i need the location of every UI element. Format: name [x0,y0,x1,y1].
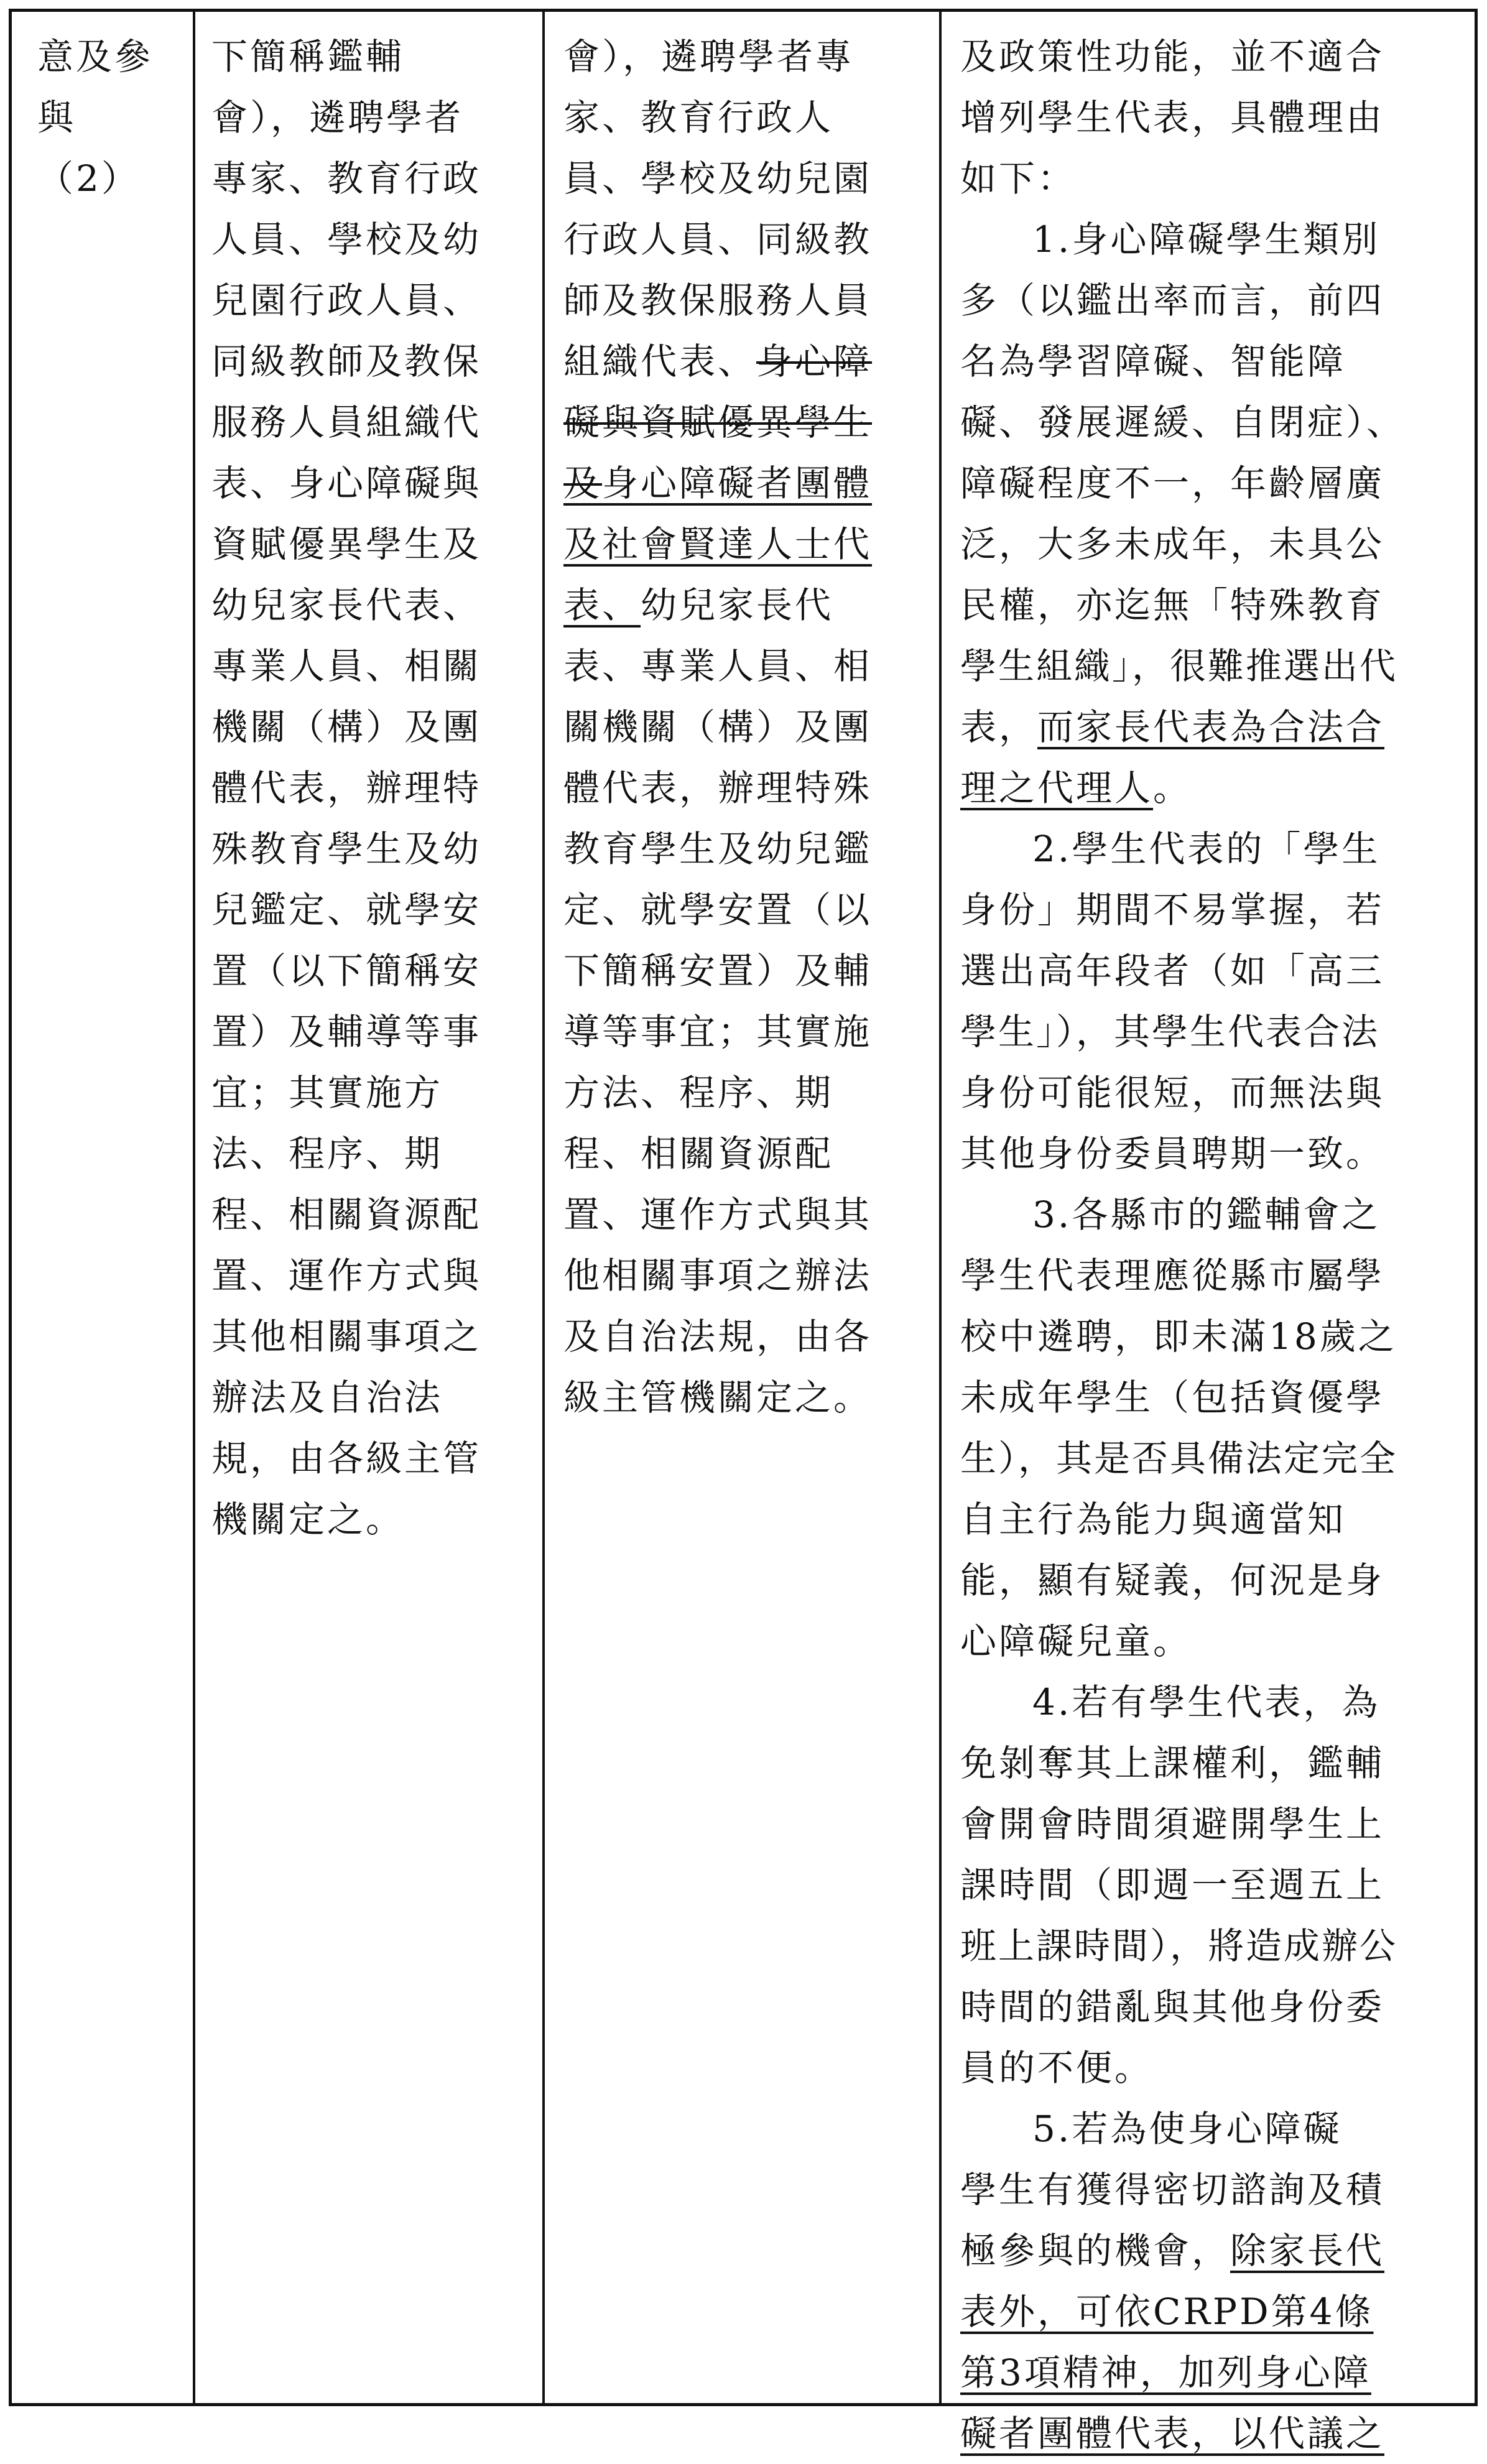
text-line: 2.學生代表的「學生 [1032,828,1381,870]
text-line: 泛，大多未成年，未具公 [960,523,1385,565]
inserted-text: 身心障礙者團體 [602,462,873,504]
text-line: 資賦優異學生及 [211,523,482,565]
text-line: 下簡稱安置）及輔 [563,950,873,992]
text-line: 服務人員組織代 [211,401,482,443]
text-line: 及政策性功能，並不適合 [960,35,1385,78]
text-line [960,697,1405,757]
text-line: 會開會時間須避開學生上 [960,1803,1385,1845]
text-line: 置）及輔導等事 [211,1011,482,1053]
text-line: 校中遴聘，即未滿18歲之 [960,1315,1397,1358]
column-divider-2 [542,9,545,2406]
text-line: 下簡稱鑑輔 [211,35,405,78]
text-line: 員、學校及幼兒園 [563,157,873,200]
text-line: 宜；其實施方 [211,1072,443,1114]
text-line: 關機關（構）及團 [563,706,873,748]
text-line: 幼兒家長代表、 [211,584,482,626]
text-line: 如下： [960,157,1077,200]
text-line: 名為學習障礙、智能障 [960,340,1346,382]
text-line: 級主管機關定之。 [563,1376,873,1419]
text-line: 兒園行政人員、 [211,279,482,322]
column-explanation [960,26,1405,2464]
text-line: 多（以鑑出率而言，前四 [960,279,1385,322]
text-line: 會），遴聘學者 [211,96,464,139]
text-line: 4.若有學生代表，為 [1032,1681,1381,1723]
text-line: 專業人員、相關 [211,645,482,687]
text-line [563,392,872,453]
text-segment: 組織代表、 [563,340,757,382]
inserted-text: 礙者團體代表，以代議之 [960,2412,1385,2455]
text-segment: 表， [960,706,1038,748]
text-line: 民權，亦迄無「特殊教育 [960,584,1385,626]
text-line: 5.若為使身心障礙 [1032,2108,1342,2150]
text-line: 1.身心障礙學生類別 [1032,218,1381,261]
text-line: 增列學生代表，具體理由 [960,96,1385,139]
text-line: （2） [37,157,140,200]
text-line: 選出高年段者（如「高三 [960,950,1385,992]
text-line: 體代表，辦理特殊 [563,767,873,809]
text-line: 程、相關資源配 [211,1193,482,1236]
inserted-text: 而家長代表為合法合 [1037,706,1385,748]
text-line [960,2403,1405,2464]
text-line: 置、運作方式與其 [563,1193,873,1236]
text-line: 與 [37,96,76,139]
text-line: 表、身心障礙與 [211,462,482,504]
inserted-text: 除家長代 [1230,2230,1385,2272]
text-line: 能，顯有疑義，何況是身 [960,1559,1385,1601]
text-line: 會），遴聘學者專 [563,35,855,78]
column-divider-3 [939,9,942,2406]
deleted-text: 礙與資賦優異學生 [563,401,873,443]
text-line: 師及教保服務人員 [563,279,873,322]
column-divider-1 [193,9,195,2406]
text-line: 表、專業人員、相 [563,645,873,687]
column-item-label [37,26,153,209]
text-line: 及自治法規，由各 [563,1315,873,1358]
text-line: 其他相關事項之 [211,1315,482,1358]
text-line: 置（以下簡稱安 [211,950,482,992]
text-line: 自主行為能力與適當知 [960,1498,1346,1540]
text-line [563,514,872,575]
text-line: 課時間（即週一至週五上 [960,1864,1385,1906]
inserted-text: 第3項精神，加列身心障 [960,2351,1371,2394]
text-line [960,2220,1405,2281]
text-line: 辦法及自治法 [211,1376,443,1419]
text-line: 生），其是否具備法定完全 [960,1437,1398,1480]
inserted-text: 表外，可依CRPD第4條 [960,2290,1374,2333]
text-line: 程、相關資源配 [563,1132,834,1175]
text-line [563,575,872,636]
text-line [563,331,872,392]
text-line: 其他身份委員聘期一致。 [960,1132,1385,1175]
text-line [960,2281,1405,2342]
text-line: 免剝奪其上課權利，鑑輔 [960,1742,1385,1784]
text-line: 班上課時間），將造成辦公 [960,1925,1398,1967]
text-line: 學生代表理應從縣市屬學 [960,1254,1385,1297]
text-line: 身份」期間不易掌握，若 [960,889,1385,931]
text-line: 家、教育行政人 [563,96,834,139]
text-line: 方法、程序、期 [563,1072,834,1114]
text-segment: 。 [1153,767,1192,809]
text-segment: 極參與的機會， [960,2230,1231,2272]
text-line: 置、運作方式與 [211,1254,482,1297]
text-line: 3.各縣市的鑑輔會之 [1032,1193,1381,1236]
text-line: 礙、發展遲緩、自閉症）、 [960,401,1406,443]
text-line: 時間的錯亂與其他身份委 [960,1986,1385,2028]
inserted-text: 表、 [563,584,641,626]
column-proposed-amendment [563,26,872,1428]
text-line: 同級教師及教保 [211,340,482,382]
text-line: 體代表，辦理特 [211,767,482,809]
column-current-provision [211,26,481,1550]
text-line: 未成年學生（包括資優學 [960,1376,1385,1419]
text-line: 法、程序、期 [211,1132,443,1175]
text-line: 專家、教育行政 [211,157,482,200]
text-line: 規，由各級主管 [211,1437,482,1480]
text-line [563,453,872,514]
deleted-text: 身心障 [756,340,873,382]
text-line [960,2342,1405,2403]
text-line: 身份可能很短，而無法與 [960,1072,1385,1114]
text-line: 心障礙兒童。 [960,1620,1192,1662]
text-line: 機關定之。 [211,1498,405,1540]
text-line: 導等事宜；其實施 [563,1011,873,1053]
deleted-text: 及 [563,462,603,504]
text-line: 學生」），其學生代表合法 [960,1011,1380,1053]
text-line: 定、就學安置（以 [563,889,873,931]
text-segment: 幼兒家長代 [641,584,834,626]
text-line: 人員、學校及幼 [211,218,482,261]
text-line: 障礙程度不一，年齡層廣 [960,462,1385,504]
text-line: 行政人員、同級教 [563,218,873,261]
text-line: 兒鑑定、就學安 [211,889,482,931]
text-line: 他相關事項之辦法 [563,1254,873,1297]
text-line: 員的不便。 [960,2047,1154,2089]
text-line: 意及參 [37,35,154,78]
text-line: 機關（構）及團 [211,706,482,748]
text-line [960,757,1405,818]
text-line: 學生組織」，很難推選出代 [960,645,1398,687]
text-line: 學生有獲得密切諮詢及積 [960,2169,1385,2211]
inserted-text: 及社會賢達人士代 [563,523,873,565]
text-line: 殊教育學生及幼 [211,828,482,870]
inserted-text: 理之代理人 [960,767,1154,809]
text-line: 教育學生及幼兒鑑 [563,828,873,870]
